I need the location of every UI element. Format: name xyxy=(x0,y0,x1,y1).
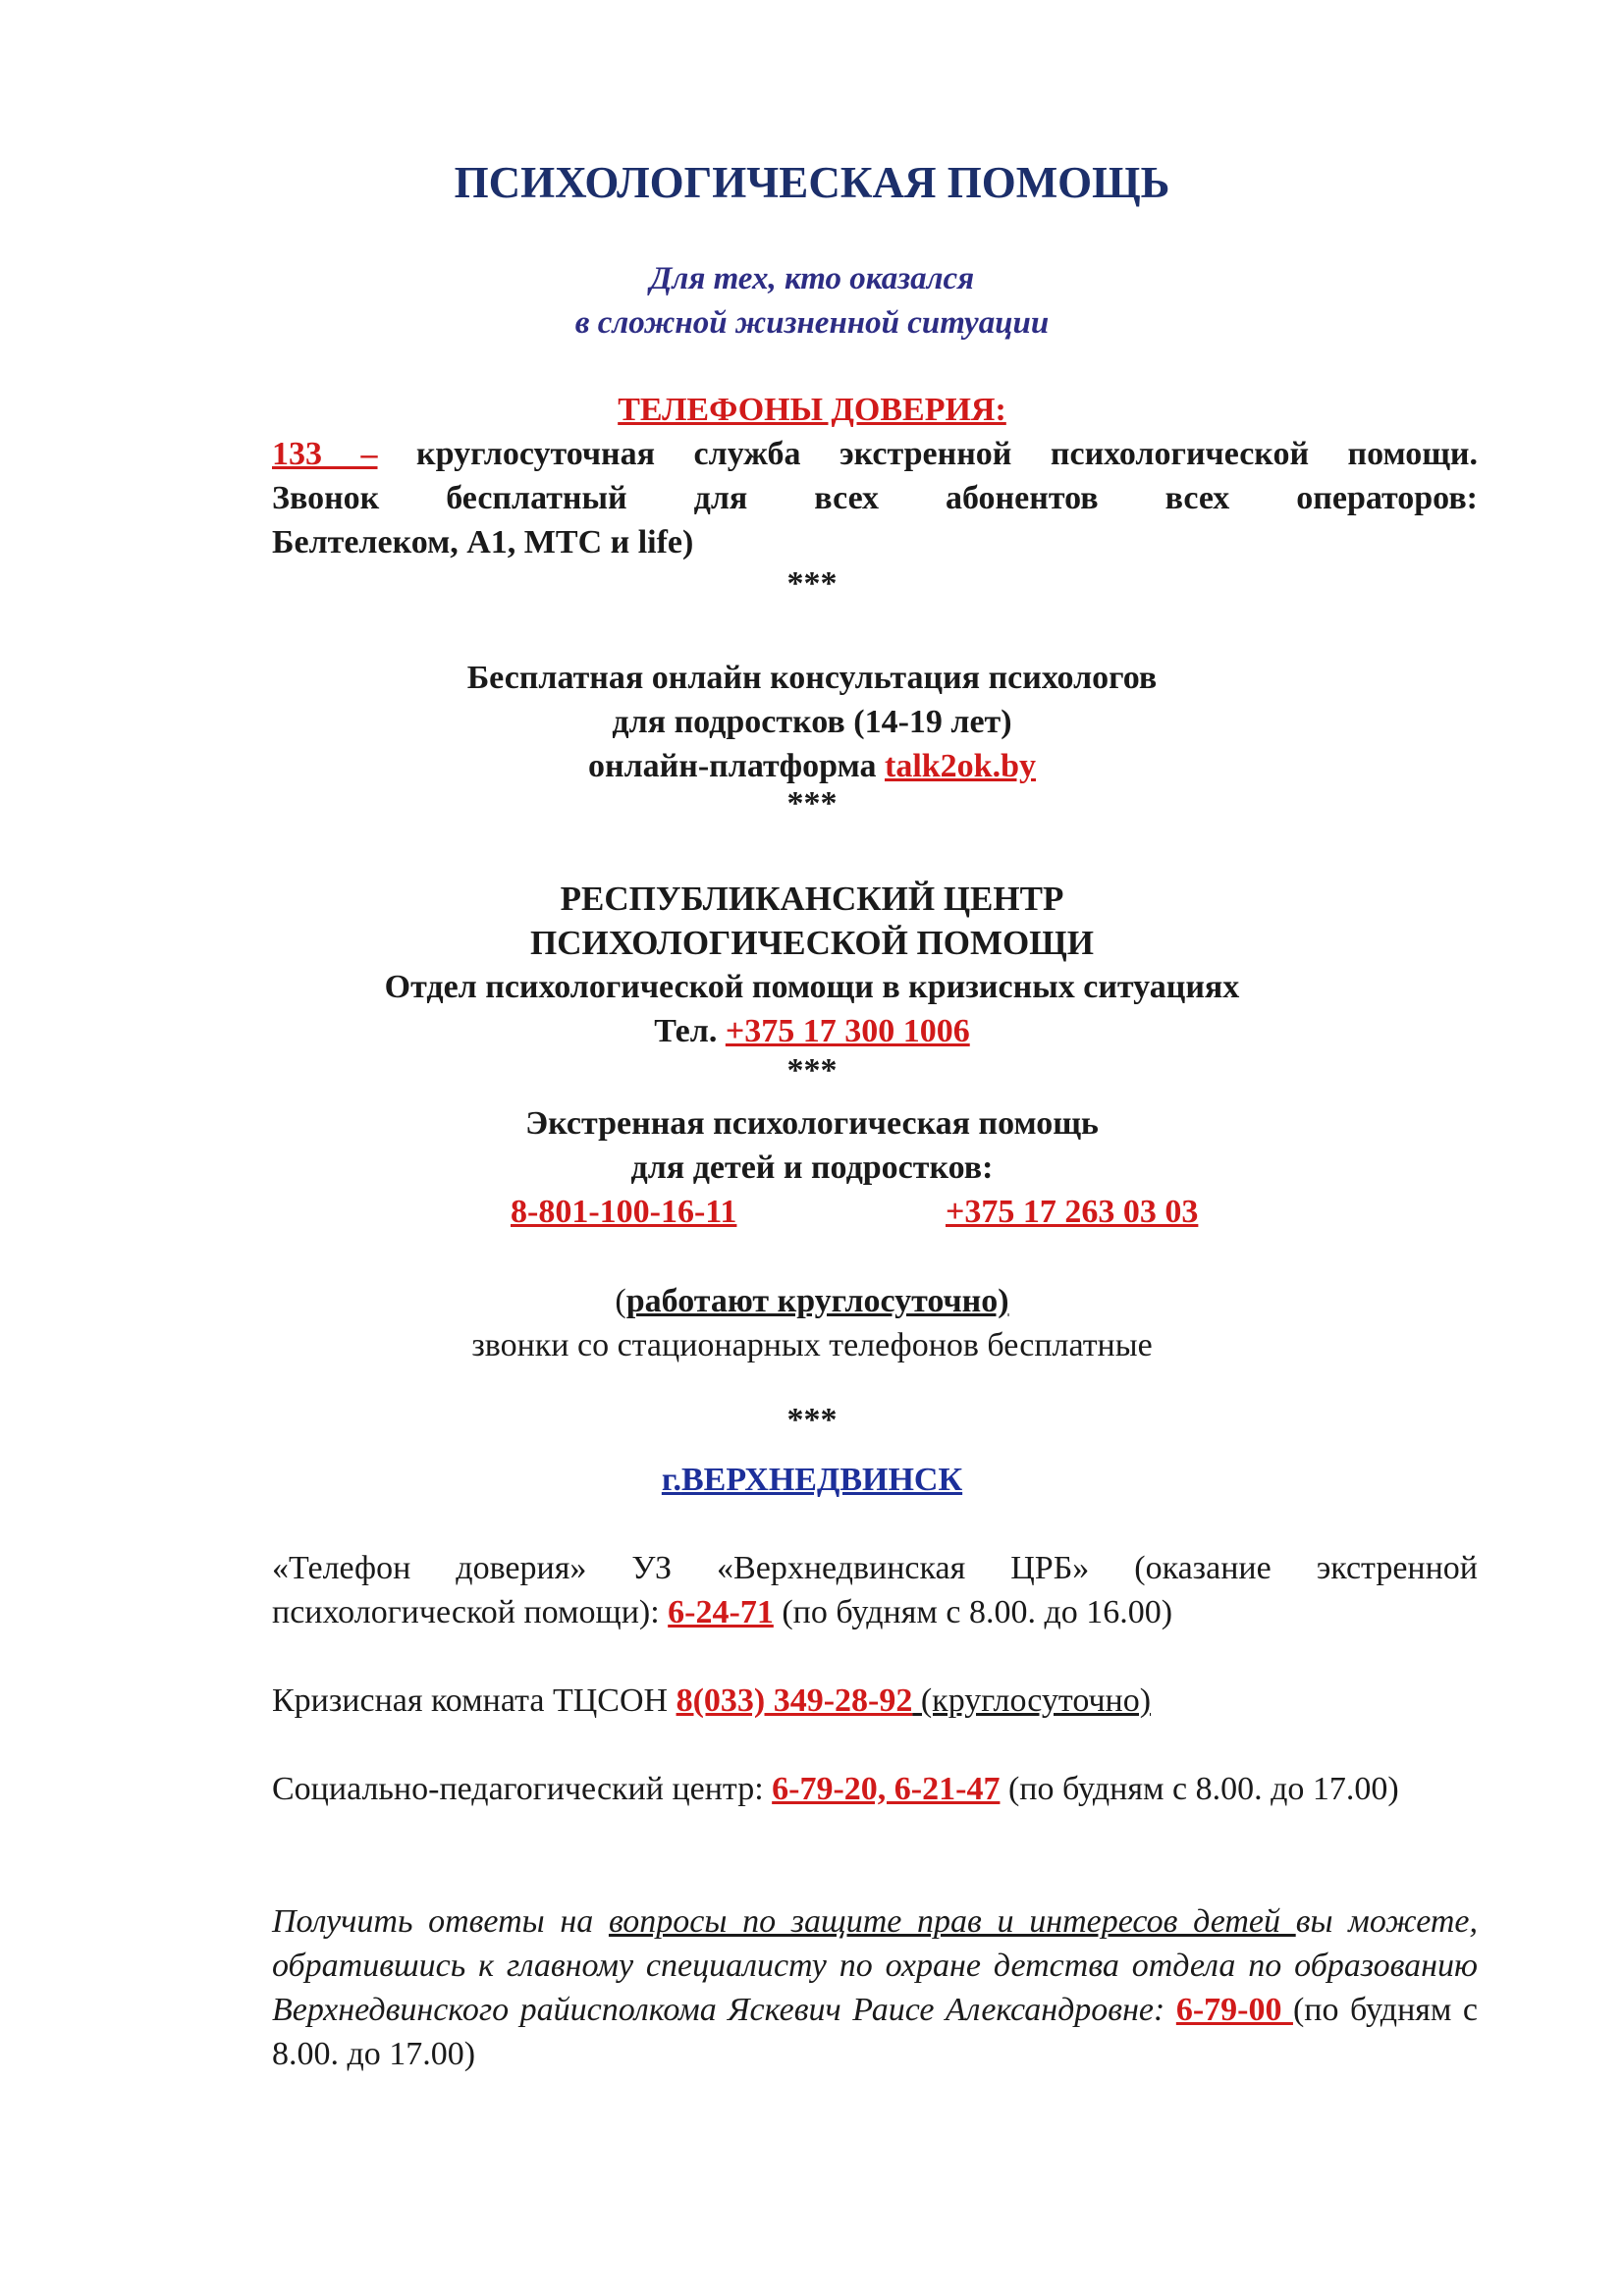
emergency-free-note: звонки со стационарных телефонов бесплатные xyxy=(471,1327,1153,1363)
online-line-2: для подростков (14-19 лет) xyxy=(612,704,1012,740)
child-rights-paragraph xyxy=(272,1899,1478,2076)
city-heading xyxy=(0,1458,1624,1502)
talk2ok-link[interactable]: talk2ok.by xyxy=(885,748,1036,784)
republic-center-phone-label: Тел. xyxy=(654,1013,726,1049)
emergency-section xyxy=(0,1101,1624,1190)
page-subtitle xyxy=(0,257,1624,346)
page-title: ПСИХОЛОГИЧЕСКАЯ ПОМОЩЬ xyxy=(454,158,1170,207)
crisis-room-paragraph xyxy=(272,1679,1478,1723)
city-prefix: г. xyxy=(661,1462,681,1498)
emergency-line-2: для детей и подростков: xyxy=(630,1149,994,1186)
emergency-phone-2[interactable]: +375 17 263 03 03 xyxy=(946,1194,1199,1230)
republic-center-department: Отдел психологической помощи в кризисных ситуациях xyxy=(384,969,1240,1005)
hotline-133-number[interactable]: 133 – xyxy=(272,436,378,472)
trust-phone-hours: (по будням с 8.00. до 16.00) xyxy=(773,1594,1173,1630)
republic-center-line-2: ПСИХОЛОГИЧЕСКОЙ ПОМОЩИ xyxy=(530,924,1094,962)
republic-center-section xyxy=(0,877,1624,1053)
city-name: ВЕРХНЕДВИНСК xyxy=(680,1462,963,1498)
subtitle-line-1: Для тех, кто оказался xyxy=(649,261,975,296)
online-line-1: Бесплатная онлайн консультация психологов xyxy=(466,660,1158,696)
hotlines-heading: ТЕЛЕФОНЫ ДОВЕРИЯ: xyxy=(618,392,1006,428)
social-center-text: Социально-педагогический центр: xyxy=(272,1771,773,1807)
hotline-free-call-line: Звонок бесплатный для всех абонентов всех операторов: xyxy=(272,480,1478,516)
online-line-3 xyxy=(0,744,1624,788)
separator-3: *** xyxy=(786,1052,838,1089)
emergency-hours-line xyxy=(0,1279,1624,1323)
child-rights-text-middle: вы можете, обратившись к главному специалисту по охране детства отдела по образованию Верхнедвинского райисполкома Яскевич Раисе Александровне: xyxy=(272,1903,1478,2028)
child-rights-text-before: Получить ответы на xyxy=(272,1903,609,1940)
separator-1: *** xyxy=(786,565,838,602)
crisis-room-phone[interactable]: 8(033) 349-28-92 xyxy=(676,1682,913,1719)
hotline-operators-line: Белтелеком, А1, МТС и life) xyxy=(272,524,694,561)
hotline-133-description: круглосуточная служба экстренной психологической помощи. xyxy=(377,436,1478,472)
separator-4: *** xyxy=(786,1402,838,1438)
emergency-hours: работают круглосуточно) xyxy=(625,1283,1009,1319)
republic-center-phone-line xyxy=(0,1009,1624,1053)
trust-phone-paragraph xyxy=(272,1546,1478,1634)
online-consultation-section xyxy=(0,656,1624,788)
emergency-hours-paren: ( xyxy=(615,1283,626,1319)
child-rights-hours: (по будням с 8.00. до 17.00) xyxy=(272,1992,1479,2072)
crisis-room-text: Кризисная комната ТЦСОН xyxy=(272,1682,677,1719)
hotlines-section xyxy=(272,432,1478,564)
social-center-phones[interactable]: 6-79-20, 6-21-47 xyxy=(772,1771,1001,1807)
republic-center-line-1: РЕСПУБЛИКАНСКИЙ ЦЕНТР xyxy=(560,880,1064,918)
social-center-hours: (по будням с 8.00. до 17.00) xyxy=(1000,1771,1399,1807)
crisis-room-hours: (круглосуточно) xyxy=(912,1682,1152,1719)
separator-2: *** xyxy=(786,785,838,822)
republic-center-phone[interactable]: +375 17 300 1006 xyxy=(725,1013,970,1049)
social-center-paragraph xyxy=(272,1767,1478,1811)
subtitle-line-2: в сложной жизненной ситуации xyxy=(574,305,1050,341)
online-platform-label: онлайн-платформа xyxy=(588,748,885,784)
emergency-line-1: Экстренная психологическая помощь xyxy=(525,1105,1099,1142)
hotline-133-line xyxy=(272,432,1478,476)
child-rights-phone[interactable]: 6-79-00 xyxy=(1175,1992,1293,2028)
trust-phone-text: «Телефон доверия» УЗ «Верхнедвинская ЦРБ» (оказание экстренной психологической помощи): xyxy=(272,1550,1478,1630)
child-rights-link[interactable]: вопросы по защите прав и интересов детей xyxy=(608,1903,1296,1940)
emergency-phone-1[interactable]: 8-801-100-16-11 xyxy=(511,1194,737,1230)
trust-phone-number[interactable]: 6-24-71 xyxy=(668,1594,774,1630)
